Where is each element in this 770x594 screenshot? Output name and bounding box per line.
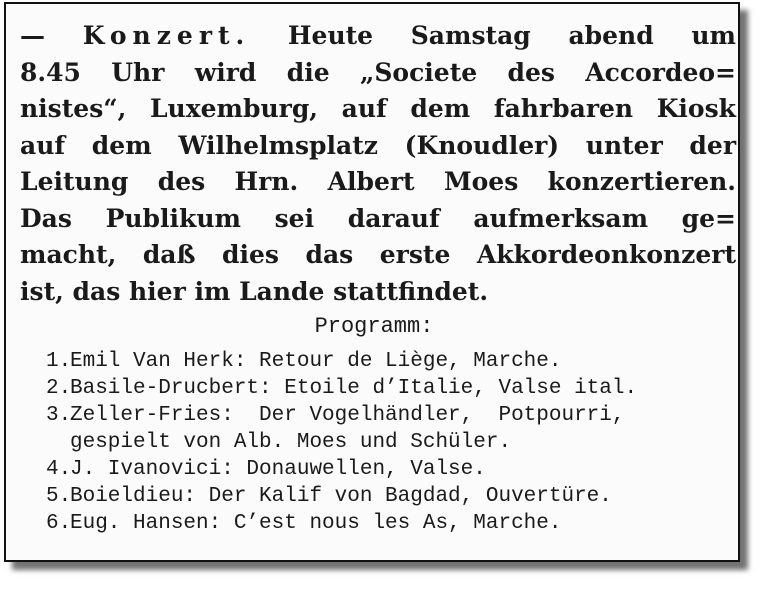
program-item — [46, 348, 706, 375]
program-item-text: Zeller-Fries: Der Vogelhändler, Potpourri, — [70, 404, 625, 427]
program-item — [46, 510, 706, 537]
program-item — [46, 375, 706, 402]
program-item — [46, 483, 706, 510]
newspaper-clipping — [4, 2, 740, 562]
article-line: Das Publikum sei darauf aufmerksam ge= — [20, 203, 736, 233]
dash: — — [20, 21, 83, 50]
article-line: auf dem Wilhelmsplatz (Knoudler) unter der — [20, 130, 736, 160]
program-item-text: Eug. Hansen: C’est nous les As, Marche. — [70, 512, 562, 535]
article-line-text: Heute Samstag abend um — [250, 21, 736, 50]
program-heading: Programm: — [314, 314, 434, 339]
program-item-text: Boieldieu: Der Kalif von Bagdad, Ouvertüre. — [70, 485, 612, 508]
article-line: 8.45 Uhr wird die „Societe des Accordeo= — [20, 57, 736, 87]
program-item-number: 3. — [46, 404, 72, 427]
article-line: macht, daß dies das erste Akkordeonkonzert — [20, 240, 736, 269]
article-line: Leitung des Hrn. Albert Moes konzertieren. — [20, 167, 736, 196]
article-body — [20, 18, 736, 310]
program-item — [46, 456, 706, 483]
program-item-number: 6. — [46, 512, 72, 535]
article-line: nistes“, Luxemburg, auf dem fahrbaren Kiosk — [20, 94, 736, 123]
program-item-number: 2. — [46, 377, 72, 400]
program-item-number: 4. — [46, 458, 72, 481]
program-item-number: 1. — [46, 350, 72, 373]
article-line — [20, 18, 736, 55]
program-item-text: J. Ivanovici: Donauwellen, Valse. — [70, 458, 486, 481]
program-item-continuation: gespielt von Alb. Moes und Schüler. — [70, 431, 512, 454]
program-item — [46, 402, 706, 456]
article-headline: Konzert. — [82, 21, 251, 50]
program-item-number: 5. — [46, 485, 72, 508]
article-line: ist, das hier im Lande stattfindet. — [20, 276, 489, 306]
program-item-text: Emil Van Herk: Retour de Liège, Marche. — [70, 350, 562, 373]
program-item-text: Basile-Drucbert: Etoile d’Italie, Valse ital. — [70, 377, 638, 400]
program-list — [46, 348, 706, 537]
